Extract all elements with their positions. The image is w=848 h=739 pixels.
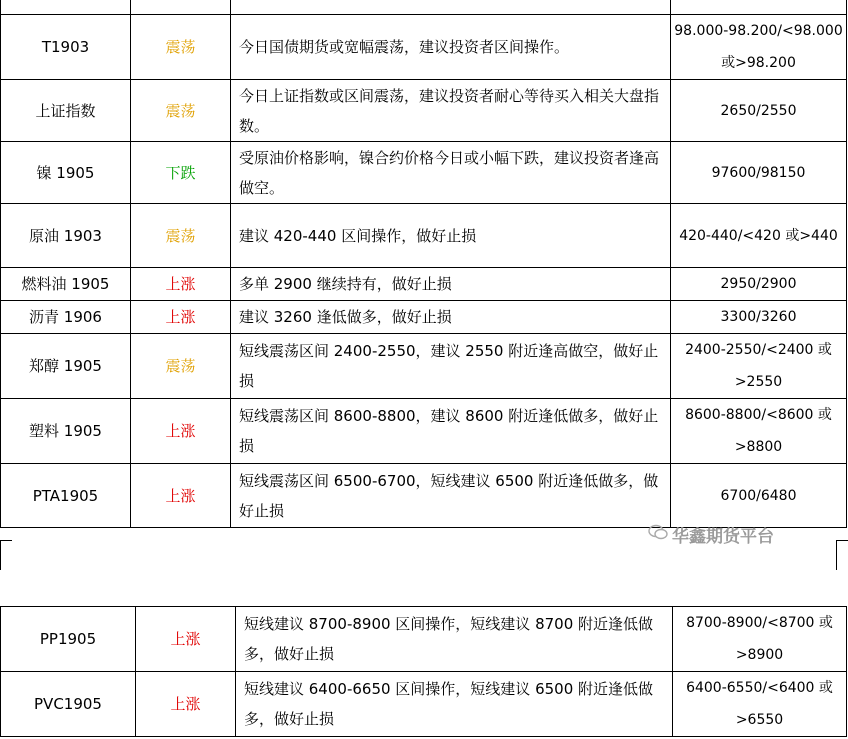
price-range: 98.000-98.200/<98.000 或>98.200 <box>671 15 847 80</box>
table-row <box>1 464 847 528</box>
divider <box>0 540 12 541</box>
divider <box>836 540 837 570</box>
trend-status: 震荡 <box>131 334 231 399</box>
strategy-advice: 短线震荡区间 2400-2550，建议 2550 附近逢高做空，做好止损 <box>231 334 671 399</box>
contract-name: 塑料 1905 <box>1 399 131 464</box>
contract-name: 镍 1905 <box>1 142 131 204</box>
contract-name: PVC1905 <box>1 672 136 737</box>
strategy-advice: 今日国债期货或宽幅震荡，建议投资者区间操作。 <box>231 15 671 80</box>
contract-name: 原油 1903 <box>1 204 131 268</box>
strategy-advice: 建议 3260 逢低做多，做好止损 <box>231 301 671 334</box>
table-row <box>1 142 847 204</box>
trend-status: 震荡 <box>131 80 231 142</box>
divider <box>0 540 1 570</box>
trend-status: 震荡 <box>131 204 231 268</box>
trend-status: 上涨 <box>136 607 236 672</box>
table2-body <box>1 607 847 737</box>
price-range: 2650/2550 <box>671 80 847 142</box>
table-row <box>1 268 847 301</box>
price-range: 2950/2900 <box>671 268 847 301</box>
price-range: 3300/3260 <box>671 301 847 334</box>
trend-status: 上涨 <box>131 268 231 301</box>
strategy-advice: 短线建议 8700-8900 区间操作，短线建议 8700 附近逢低做多，做好止损 <box>236 607 673 672</box>
strategy-advice: 今日上证指数或区间震荡，建议投资者耐心等待买入相关大盘指数。 <box>231 80 671 142</box>
price-range: 8700-8900/<8700 或>8900 <box>673 607 847 672</box>
price-range: 97600/98150 <box>671 142 847 204</box>
table-row <box>1 334 847 399</box>
contract-name: 上证指数 <box>1 80 131 142</box>
price-range: 2400-2550/<2400 或>2550 <box>671 334 847 399</box>
strategy-table-bottom <box>0 606 847 737</box>
strategy-advice: 短线震荡区间 6500-6700，短线建议 6500 附近逢低做多，做好止损 <box>231 464 671 528</box>
price-range: 6700/6480 <box>671 464 847 528</box>
table-row <box>1 15 847 80</box>
table-row <box>1 80 847 142</box>
trend-status: 上涨 <box>131 301 231 334</box>
strategy-advice: 建议 420-440 区间操作，做好止损 <box>231 204 671 268</box>
price-range: 8600-8800/<8600 或>8800 <box>671 399 847 464</box>
trend-status: 上涨 <box>131 399 231 464</box>
table-row <box>1 672 847 737</box>
contract-name: 燃料油 1905 <box>1 268 131 301</box>
table-row <box>1 204 847 268</box>
contract-name: PP1905 <box>1 607 136 672</box>
divider <box>836 540 848 541</box>
contract-name: 郑醇 1905 <box>1 334 131 399</box>
table-row <box>1 607 847 672</box>
trend-status: 上涨 <box>131 464 231 528</box>
price-range: 6400-6550/<6400 或>6550 <box>673 672 847 737</box>
trend-status: 上涨 <box>136 672 236 737</box>
watermark-text: 华鑫期货平台 <box>672 527 774 547</box>
price-range: 420-440/<420 或>440 <box>671 204 847 268</box>
strategy-advice: 多单 2900 继续持有，做好止损 <box>231 268 671 301</box>
trend-status: 下跌 <box>131 142 231 204</box>
contract-name: PTA1905 <box>1 464 131 528</box>
contract-name: T1903 <box>1 15 131 80</box>
trend-status: 震荡 <box>131 15 231 80</box>
strategy-advice: 受原油价格影响，镍合约价格今日或小幅下跌，建议投资者逢高做空。 <box>231 142 671 204</box>
strategy-advice: 短线建议 6400-6650 区间操作，短线建议 6500 附近逢低做多，做好止损 <box>236 672 673 737</box>
strategy-advice: 短线震荡区间 8600-8800，建议 8600 附近逢低做多，做好止损 <box>231 399 671 464</box>
table-row <box>1 301 847 334</box>
contract-name: 沥青 1906 <box>1 301 131 334</box>
table1-body <box>1 15 847 528</box>
table-row <box>1 399 847 464</box>
wechat-icon <box>648 524 668 540</box>
table-top-strip <box>1 0 847 15</box>
